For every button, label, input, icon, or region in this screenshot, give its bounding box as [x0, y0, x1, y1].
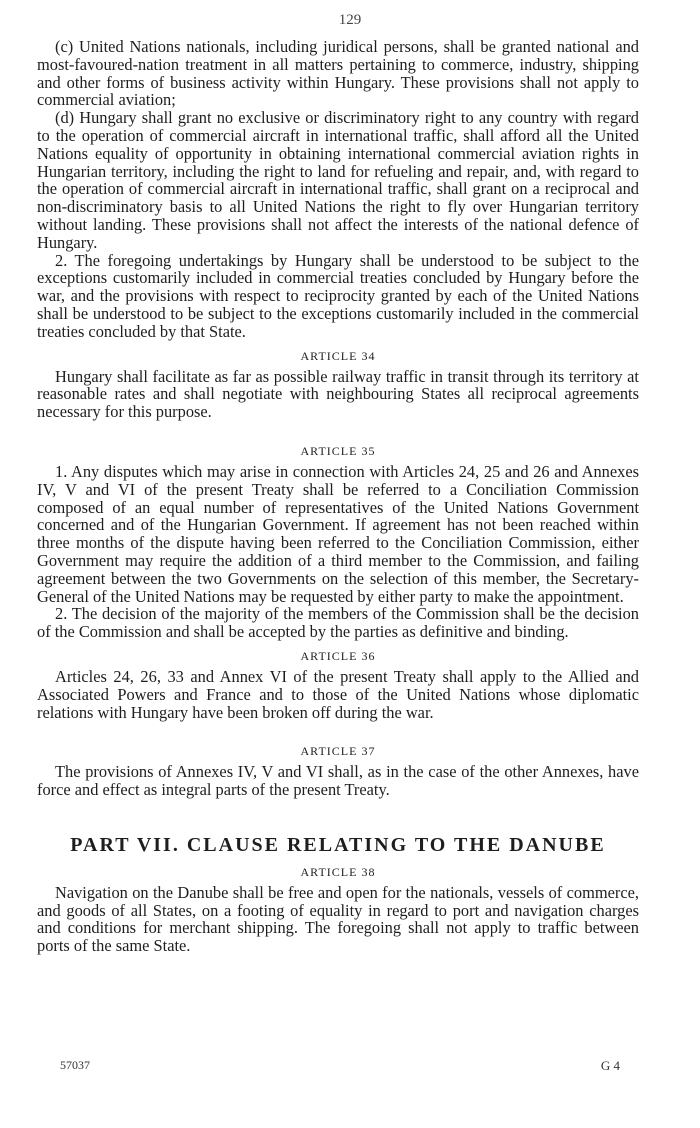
- article-37-heading: ARTICLE 37: [300, 744, 376, 759]
- part-7-heading: PART VII. CLAUSE RELATING TO THE DANUBE: [70, 833, 606, 856]
- article-38-text: Navigation on the Danube shall be free and open for the nationals, vessels of commerce, and goods of all States, on a footing of equality in regard to port and navigation charges and conditions for merchant shipping. The foregoing shall not apply to traffic between ports of the same State.: [37, 882, 639, 956]
- paragraph-c: (c) United Nations nationals, including juridical persons, shall be granted national and most-favoured-nation treatment in all matters pertaining to commerce, industry, shipping and other forms of business activity within Hungary. These provisions shall not apply to commercial aviation;: [37, 37, 639, 110]
- article-38-heading: ARTICLE 38: [300, 864, 376, 879]
- article-34-text: Hungary shall facilitate as far as possible railway traffic in transit through its territory at reasonable rates and shall negotiate with neighbouring States all reciprocal agreements necessary for this purpose.: [37, 366, 639, 422]
- body-text: [37, 38, 639, 955]
- signature-mark: G 4: [600, 1058, 620, 1073]
- article-36-heading: ARTICLE 36: [300, 648, 376, 663]
- page-number: 129: [338, 12, 362, 28]
- article-34-heading: ARTICLE 34: [300, 348, 376, 363]
- article-35-paragraph-1: 1. Any disputes which may arise in connection with Articles 24, 25 and 26 and Annexes IV, V and VI of the present Treaty shall be referred to a Conciliation Commission composed of an equal number of representatives of the United Nations Government concerned and of the Hungarian Government. If agreement has not been reached within three months of the dispute having been referred to the Conciliation Commission, either Government may require the addition of a third member to the Commission, and failing agreement between the two Governments on the selection of this member, the Secretary-General of the United Nations may be requested by either party to make the appointment.: [37, 461, 639, 606]
- article-35-heading: ARTICLE 35: [300, 443, 376, 458]
- article-36-text: Articles 24, 26, 33 and Annex VI of the present Treaty shall apply to the Allied and Associated Powers and France and to those of the United Nations whose diplomatic relations with Hungary have been broken off during the war.: [37, 666, 639, 722]
- paragraph-2: 2. The foregoing undertakings by Hungary shall be understood to be subject to the exceptions customarily included in commercial treaties concluded by Hungary before the war, and the provisions with respect to reciprocity granted by each of the United Nations shall be understood to be subject to the exceptions customarily included in the commercial treaties concluded by that State.: [37, 250, 639, 341]
- paragraph-d: (d) Hungary shall grant no exclusive or discriminatory right to any country with regard to the operation of commercial aircraft in international traffic, shall afford all the United Nations equality of opportunity in obtaining international commercial aviation rights in Hungarian territory, including the right to land for refueling and repair, and, with regard to the operation of commercial aircraft in international traffic, shall grant on a reciprocal and non-discriminatory basis to all United Nations the right to fly over Hungarian territory without landing. These provisions shall not affect the interests of the national defence of Hungary.: [37, 108, 639, 252]
- article-35-paragraph-2: 2. The decision of the majority of the members of the Commission shall be the decision of the Commission and shall be accepted by the parties as definitive and binding.: [37, 604, 639, 642]
- article-37-text: The provisions of Annexes IV, V and VI shall, as in the case of the other Annexes, have force and effect as integral parts of the present Treaty.: [37, 762, 639, 800]
- print-code: 57037: [60, 1058, 90, 1072]
